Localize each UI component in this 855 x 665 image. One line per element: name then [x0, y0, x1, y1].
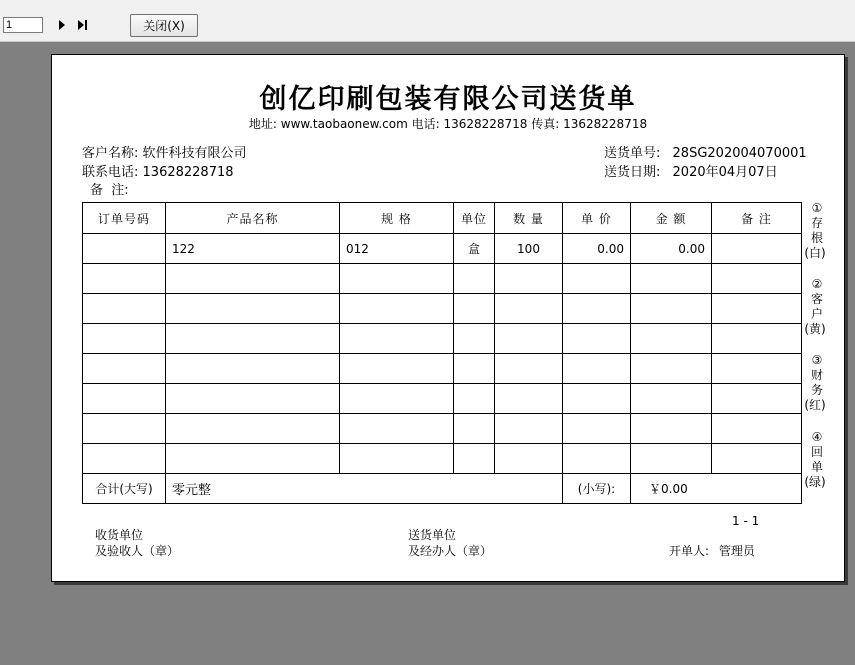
cell-order-no	[83, 234, 166, 264]
header-product-name: 产品名称	[166, 203, 340, 234]
phone-value: 13628228718	[142, 165, 234, 180]
total-small-value: ￥0.00	[631, 474, 802, 504]
remark	[90, 179, 129, 198]
toolbar	[0, 0, 855, 42]
last-page-button[interactable]	[75, 18, 89, 32]
skip-end-icon	[78, 20, 84, 30]
table-row	[83, 234, 802, 264]
table-row	[83, 324, 802, 354]
total-small-label: (小写):	[563, 474, 631, 504]
customer-name	[82, 142, 247, 161]
cell-spec: 012	[340, 234, 454, 264]
delivery-date-value: 2020年04月07日	[672, 165, 778, 180]
table-row	[83, 264, 802, 294]
issuer-label: 开单人:	[669, 544, 710, 558]
header-amount: 金 额	[631, 203, 712, 234]
close-button[interactable]: 关闭(X)	[130, 14, 198, 37]
next-page-button[interactable]	[55, 18, 69, 32]
copy-label-stub: ① 存 根 (白)	[804, 201, 826, 260]
contact-phone	[82, 161, 234, 180]
page-number-input[interactable]: 1	[3, 17, 43, 33]
items-table	[82, 202, 802, 504]
address-line: 地址: www.taobaonew.com 电话: 13628228718 传真: 13628228718	[248, 117, 648, 131]
issuer-value: 管理员	[718, 544, 755, 558]
delivery-no-value: 28SG202004070001	[672, 146, 807, 161]
customer-label: 客户名称:	[82, 146, 139, 161]
header-order-no: 订单号码	[83, 203, 166, 234]
header-unit: 单位	[454, 203, 495, 234]
delivery-note-page	[51, 54, 845, 582]
table-header-row	[83, 203, 802, 234]
issuer	[669, 543, 755, 559]
header-remark: 备 注	[712, 203, 802, 234]
copy-label-customer: ② 客 户 (黄)	[804, 277, 826, 336]
receiver-signature: 收货单位 及验收人（章）	[95, 528, 180, 558]
table-row	[83, 294, 802, 324]
play-icon	[59, 20, 65, 30]
remark-label: 备 注:	[90, 183, 129, 198]
delivery-no-label: 送货单号:	[604, 146, 661, 161]
copy-label-finance: ③ 财 务 (红)	[804, 353, 826, 412]
cell-remark	[712, 234, 802, 264]
total-row	[83, 474, 802, 504]
delivery-date	[604, 161, 778, 180]
sender-signature: 送货单位 及经办人（章）	[408, 528, 493, 558]
customer-value: 软件科技有限公司	[142, 146, 247, 161]
cell-product-name: 122	[166, 234, 340, 264]
copy-label-return: ④ 回 单 (绿)	[804, 430, 826, 489]
total-in-words: 零元整	[166, 474, 563, 504]
delivery-number	[604, 142, 807, 161]
cell-unit: 盒	[454, 234, 495, 264]
total-label: 合计(大写)	[83, 474, 166, 504]
header-quantity: 数 量	[495, 203, 563, 234]
table-row	[83, 444, 802, 474]
delivery-date-label: 送货日期:	[604, 165, 661, 180]
cell-amount: 0.00	[631, 234, 712, 264]
document-title: 创亿印刷包装有限公司送货单	[259, 84, 637, 115]
table-row	[83, 384, 802, 414]
header-unit-price: 单 价	[563, 203, 631, 234]
cell-quantity: 100	[495, 234, 563, 264]
header-spec: 规 格	[340, 203, 454, 234]
table-row	[83, 354, 802, 384]
cell-unit-price: 0.00	[563, 234, 631, 264]
table-row	[83, 414, 802, 444]
phone-label: 联系电话:	[82, 165, 139, 180]
page-indicator: 1 - 1	[732, 514, 760, 528]
